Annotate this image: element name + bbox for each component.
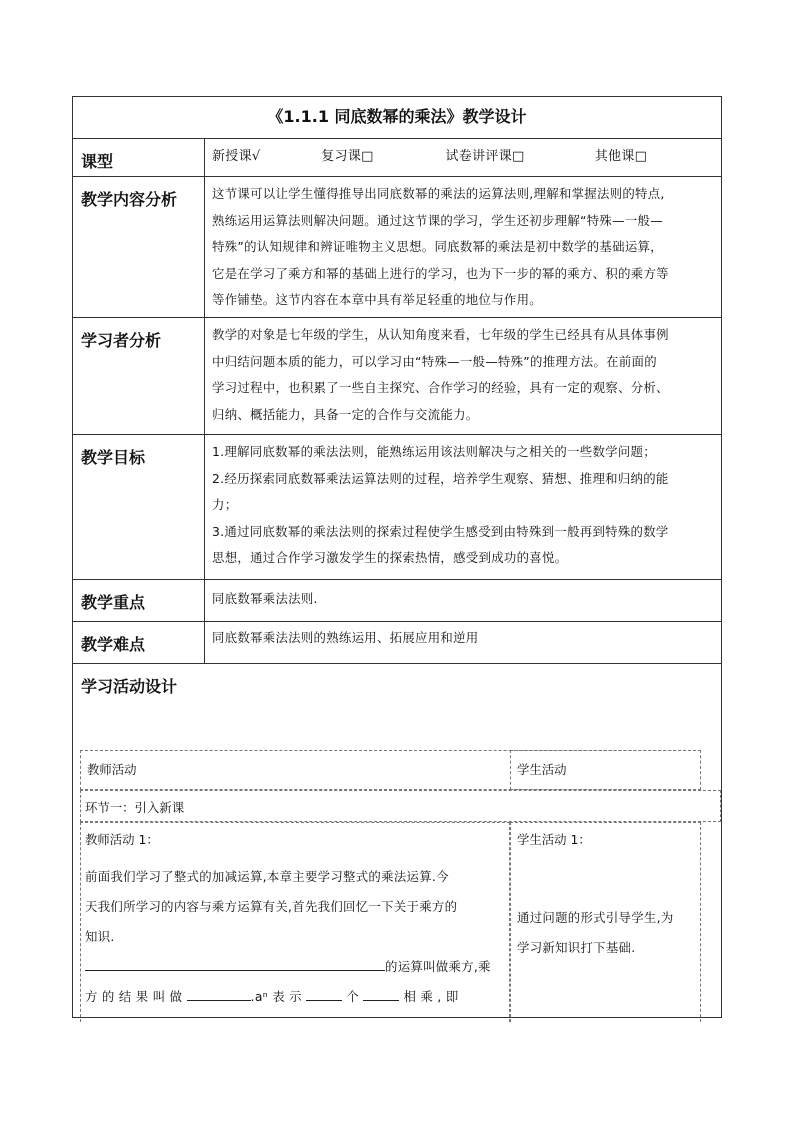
content-analysis-row xyxy=(73,177,721,318)
objective-line: 3.通过同底数幂的乘法法则的探索过程使学生感受到由特殊到一般再到特殊的数学 xyxy=(212,523,669,539)
content-analysis-text xyxy=(205,177,721,317)
lesson-plan-table xyxy=(72,96,722,1018)
course-type-row xyxy=(73,139,721,177)
difficulty-row xyxy=(73,622,721,664)
course-type-label: 课型 xyxy=(73,139,205,176)
activity-design-row xyxy=(73,664,721,706)
type-new-lesson: 新授课√ xyxy=(212,149,261,164)
key-point-row xyxy=(73,580,721,622)
teacher-activity-title: 教师活动 1： xyxy=(85,832,159,847)
content-line: 这节课可以让学生懂得推导出同底数幂的乘法的运算法则,理解和掌握法则的特点, xyxy=(212,186,665,201)
type-other-lesson: 其他课□ xyxy=(594,149,648,164)
fill-text-2: .aⁿ 表 示 xyxy=(250,989,302,1004)
type-exam-review-lesson: 试卷讲评课□ xyxy=(445,149,525,164)
student-activity-text xyxy=(517,903,697,963)
blank-4 xyxy=(363,986,399,1001)
teacher-line: 知识. xyxy=(85,929,115,944)
content-line: 它是在学习了乘方和幂的基础上进行的学习，也为下一步的幂的乘方、积的乘方等 xyxy=(212,265,669,281)
type-review-lesson: 复习课□ xyxy=(321,149,374,164)
objective-line: 2.经历探索同底数幂乘法运算法则的过程，培养学生观察、猜想、推理和归纳的能 xyxy=(212,470,669,486)
difficulty-text: 同底数幂乘法法则的熟练运用、拓展应用和逆用 xyxy=(212,630,479,645)
difficulty-label: 教学难点 xyxy=(73,622,205,663)
learner-analysis-label: 学习者分析 xyxy=(73,318,205,434)
objectives-text xyxy=(205,435,721,579)
fill-text-4: 相 乘 , 即 xyxy=(403,989,459,1004)
key-point-text: 同底数幂乘法法则. xyxy=(212,591,318,606)
objectives-label: 教学目标 xyxy=(73,435,205,579)
student-activity-header: 学生活动 xyxy=(517,762,567,777)
objective-line: 1.理解同底数幂的乘法法则，能熟练运用该法则解决与之相关的一些数学问题； xyxy=(212,444,656,459)
student-line: 学习新知识打下基础. xyxy=(517,940,636,955)
teacher-line: 前面我们学习了整式的加减运算,本章主要学习整式的乘法运算.今 xyxy=(85,869,449,884)
student-line: 通过问题的形式引导学生,为 xyxy=(517,910,674,925)
objective-line: 力； xyxy=(212,497,238,512)
teacher-line: 天我们所学习的内容与乘方运算有关,首先我们回忆一下关于乘方的 xyxy=(85,899,458,914)
teacher-activity-header: 教师活动 xyxy=(87,762,137,777)
fill-text-1: 方 的 结 果 叫 做 xyxy=(85,989,183,1004)
student-activity-title: 学生活动 1： xyxy=(517,832,591,847)
blank-1 xyxy=(85,956,385,971)
learner-analysis-text xyxy=(205,318,721,434)
content-line: 等作铺垫。这节内容在本章中具有举足轻重的地位与作用。 xyxy=(212,292,542,307)
document-title xyxy=(73,97,721,139)
learner-line: 学习过程中，也积累了一些自主探究、合作学习的经验，具有一定的观察、分析、 xyxy=(212,380,669,395)
content-line: 熟练运用运算法则解决问题。通过这节课的学习，学生还初步理解“特殊—一般— xyxy=(212,212,663,228)
content-analysis-label: 教学内容分析 xyxy=(73,177,205,317)
fill-line-1 xyxy=(85,952,507,982)
fill-text-3: 个 xyxy=(346,989,360,1004)
learner-line: 教学的对象是七年级的学生，从认知角度来看，七年级的学生已经具有从具体事例 xyxy=(212,327,669,342)
teacher-activity-text xyxy=(85,862,507,1012)
fill-line-2 xyxy=(85,982,507,1012)
blank-3 xyxy=(306,986,342,1001)
learner-line: 中归结问题本质的能力，可以学习由“特殊—一般—特殊”的推理方法。在前面的 xyxy=(212,353,657,369)
section1-label: 环节一：引入新课 xyxy=(85,800,185,815)
blank-2 xyxy=(187,986,251,1001)
content-line: 特殊”的认知规律和辨证唯物主义思想。同底数幂的乘法是初中数学的基础运算， xyxy=(212,239,663,254)
learner-line: 归纳、概括能力，具备一定的合作与交流能力。 xyxy=(212,406,479,422)
objectives-row xyxy=(73,435,721,580)
fill-line-1-suffix: 的运算叫做乘方,乘 xyxy=(385,959,491,974)
learner-analysis-row xyxy=(73,318,721,435)
objective-line: 思想，通过合作学习激发学生的探索热情，感受到成功的喜悦。 xyxy=(212,550,568,565)
activity-design-label: 学习活动设计 xyxy=(81,677,178,696)
key-point-label: 教学重点 xyxy=(73,580,205,621)
title-text: 《1.1.1 同底数幂的乘法》教学设计 xyxy=(267,107,527,126)
